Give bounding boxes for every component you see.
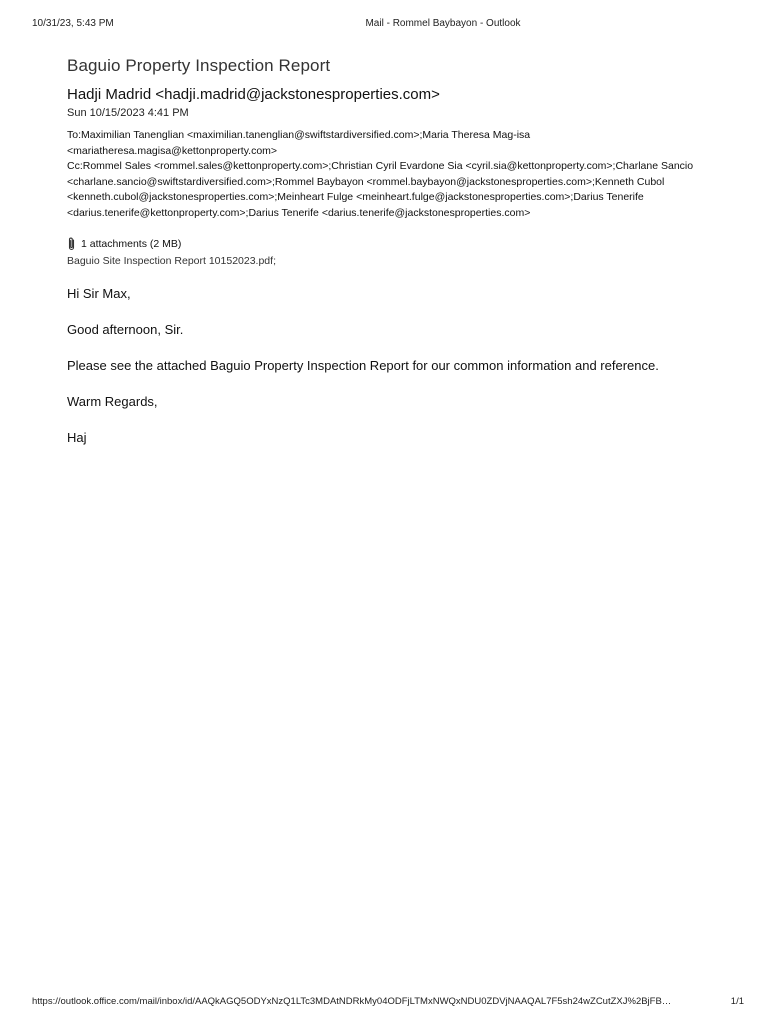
body-line-1: Good afternoon, Sir. bbox=[67, 322, 184, 337]
email-subject: Baguio Property Inspection Report bbox=[67, 56, 331, 75]
print-datetime: 10/31/23, 5:43 PM bbox=[32, 18, 114, 29]
paperclip-icon bbox=[67, 237, 76, 251]
body-signature: Haj bbox=[67, 430, 87, 445]
body-greeting: Hi Sir Max, bbox=[67, 286, 131, 301]
attachment-file-link[interactable]: Baguio Site Inspection Report 10152023.pdf; bbox=[67, 255, 276, 267]
email-recipients bbox=[67, 128, 727, 221]
email-sent-date: Sun 10/15/2023 4:41 PM bbox=[67, 107, 189, 119]
print-header bbox=[32, 18, 744, 32]
attachment-summary bbox=[67, 237, 727, 251]
email-body bbox=[67, 285, 727, 447]
print-title: Mail - Rommel Baybayon - Outlook bbox=[365, 18, 521, 29]
body-line-2: Please see the attached Baguio Property Inspection Report for our common information and reference. bbox=[67, 358, 659, 373]
print-page-number: 1/1 bbox=[730, 996, 744, 1007]
attachment-count: 1 attachments (2 MB) bbox=[81, 238, 182, 250]
print-footer bbox=[32, 996, 744, 1010]
email-cc-line: Cc:Rommel Sales <rommel.sales@kettonproperty.com>;Christian Cyril Evardone Sia <cyril.sia@kettonproperty.com>;Charlane Sancio <charlane.sancio@swiftstardiversified.com>;Rommel Baybayon <rommel.baybayon@jackstonesproperties.com>;Kenneth Cubol <kenneth.cubol@jackstonesproperties.com>;Meinheart Fulge <meinheart.fulge@jackstonesproperties.com>;Darius Tenerife <darius.tenerife@kettonproperty.com>;Darius Tenerife <darius.tenerife@jackstonesproperties.com> bbox=[67, 160, 694, 219]
email-to-line: To:Maximilian Tanenglian <maximilian.tanenglian@swiftstardiversified.com>;Maria Theresa Mag-isa <mariatheresa.magisa@kettonproperty.com> bbox=[67, 129, 531, 157]
email-message bbox=[67, 56, 727, 465]
body-closing: Warm Regards, bbox=[67, 394, 158, 409]
email-sender: Hadji Madrid <hadji.madrid@jackstonesproperties.com> bbox=[67, 86, 440, 103]
print-url: https://outlook.office.com/mail/inbox/id/AAQkAGQ5ODYxNzQ1LTc3MDAtNDRkMy04ODFjLTMxNWQxNDU0ZDVjNAAQAL7F5sh24wZCutZXJ%2BjFB… bbox=[32, 996, 672, 1007]
